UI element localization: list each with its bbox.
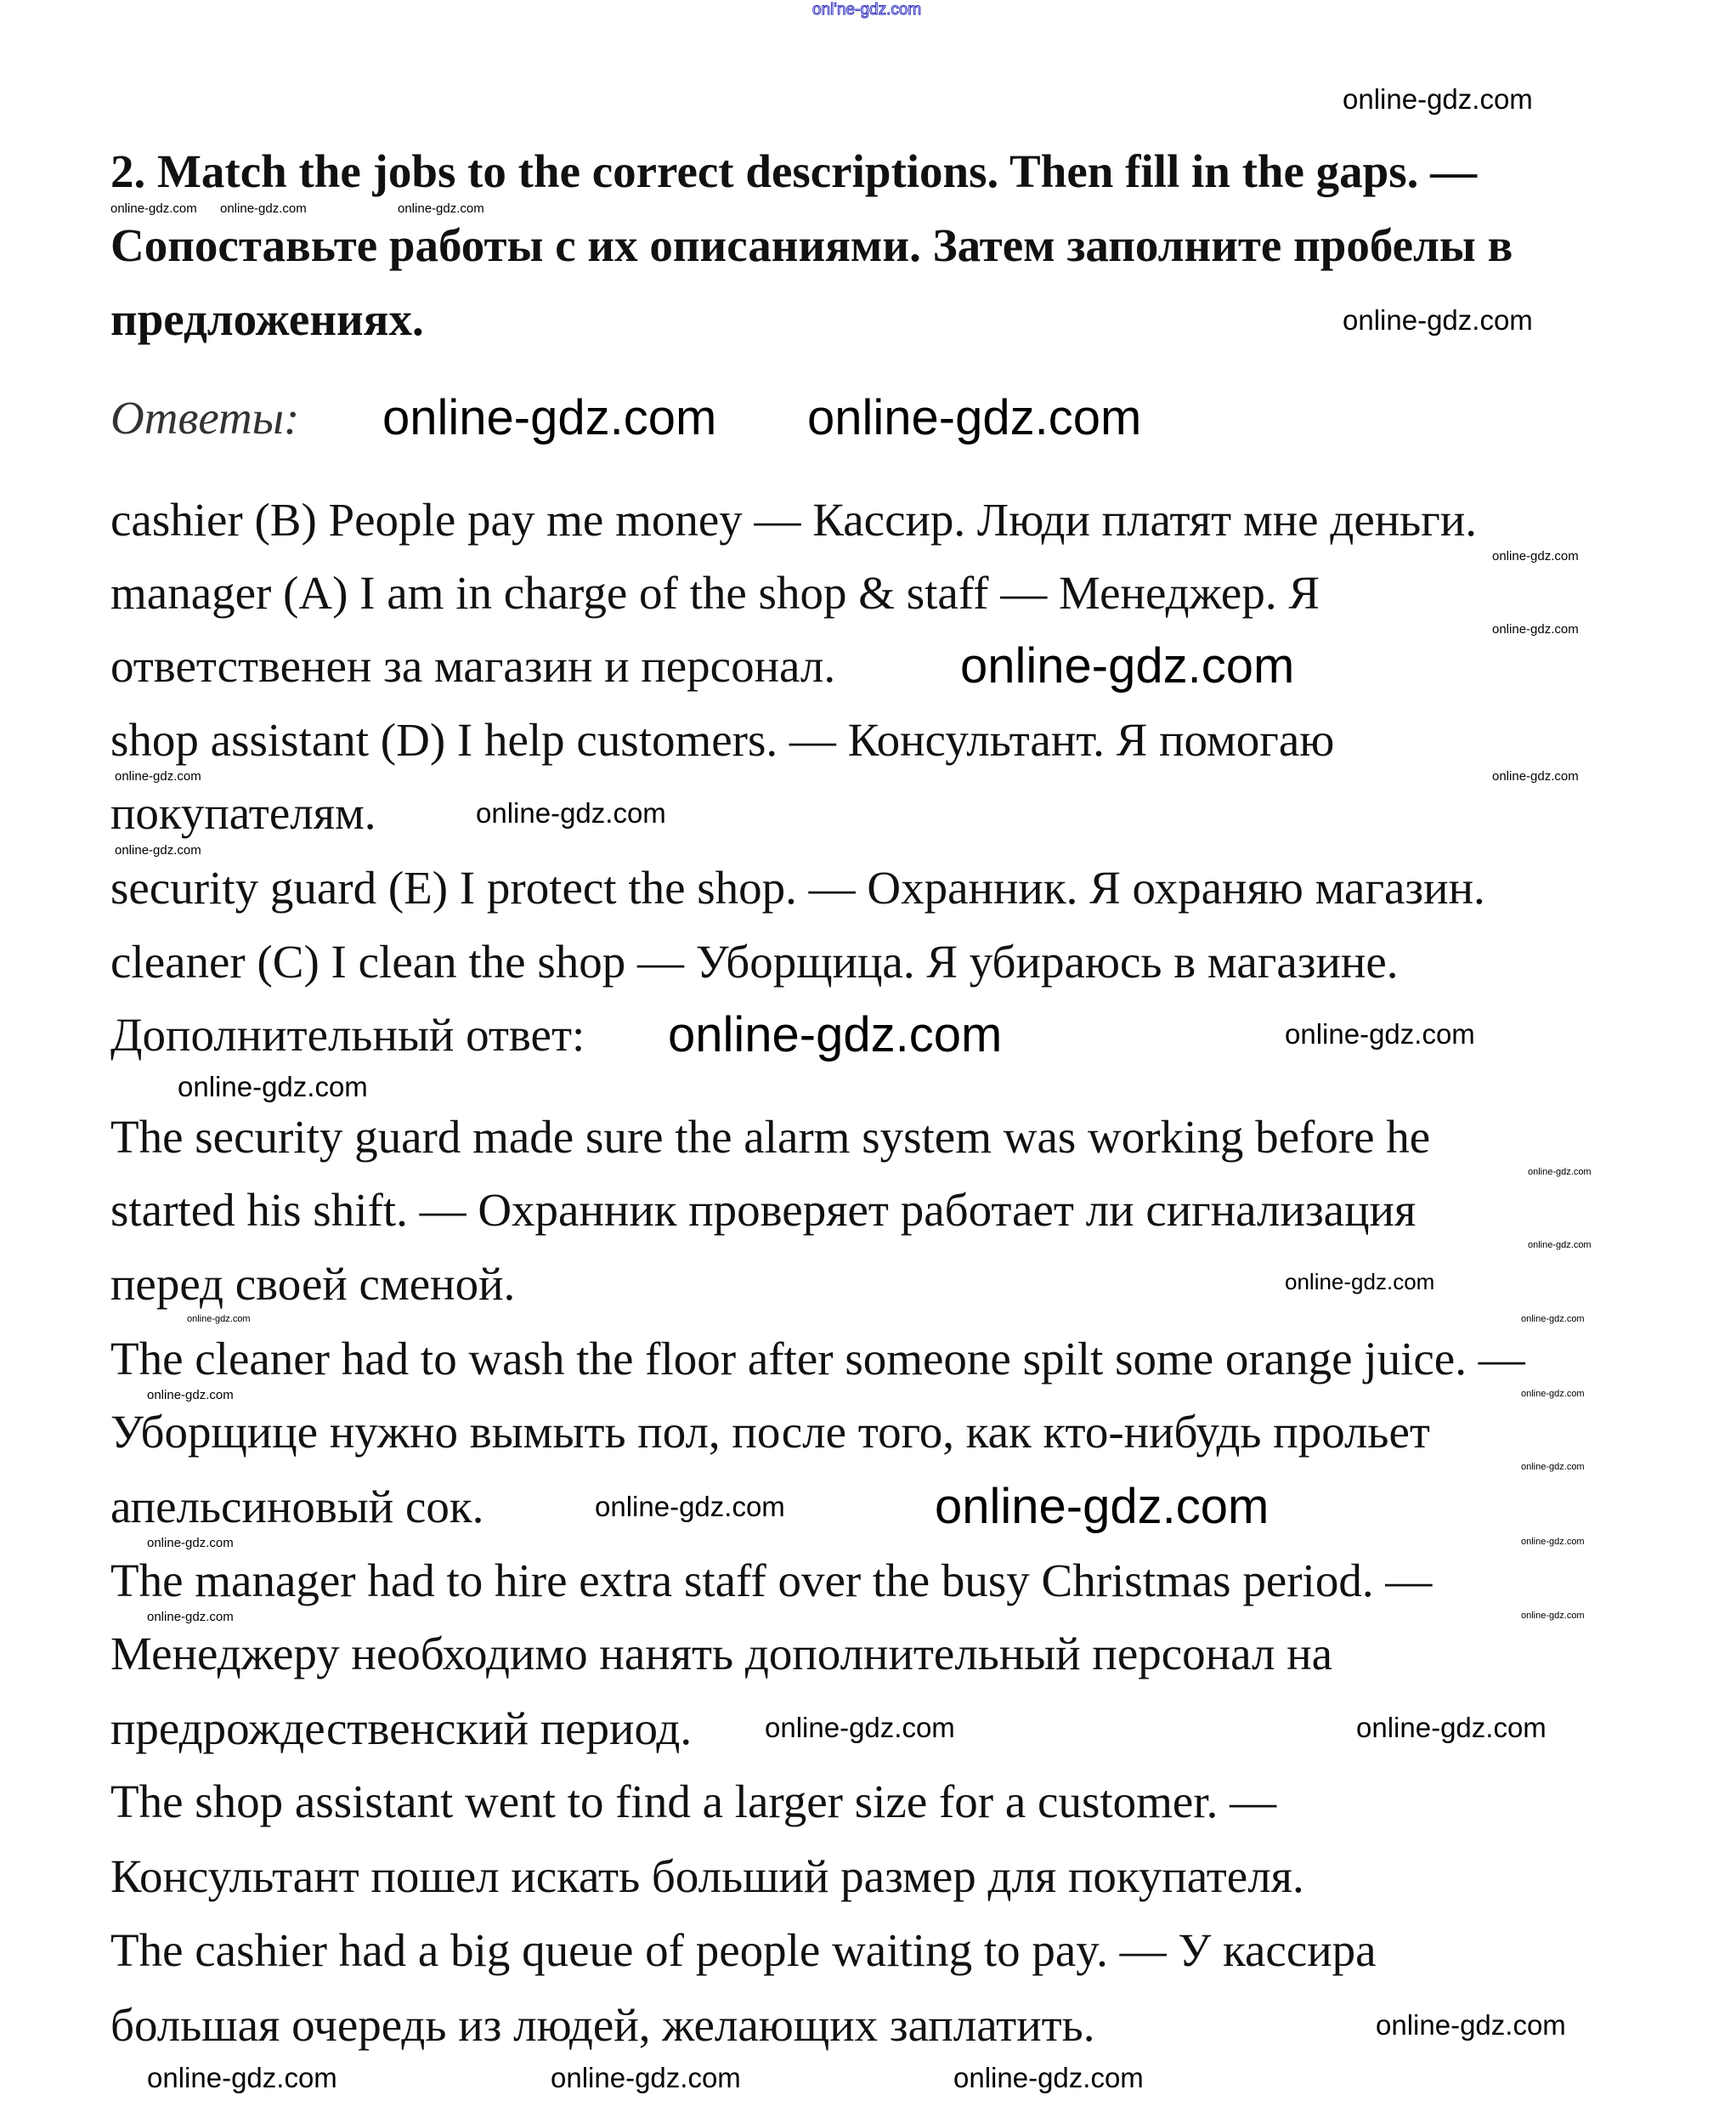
watermark: online-gdz.com: [115, 843, 201, 858]
answer-line: shop assistant (D) I help customers. — Консультант. Я помогаю: [110, 714, 1335, 766]
watermark: online-gdz.com: [220, 201, 307, 216]
watermark: online-gdz.com: [1521, 1611, 1585, 1621]
watermark: online-gdz.com: [187, 1314, 251, 1324]
answer-line: cashier (B) People pay me money — Кассир. Люди платят мне деньги.: [110, 494, 1477, 546]
watermark: online-gdz.com: [1343, 83, 1533, 115]
extra-line: The security guard made sure the alarm system was working before he: [110, 1111, 1431, 1163]
watermark: online-gdz.com: [476, 797, 666, 829]
extra-line: The shop assistant went to find a larger size for a customer. —: [110, 1775, 1277, 1827]
answers-label: Ответы:: [110, 392, 300, 444]
extra-label: Дополнительный ответ:: [110, 1009, 585, 1061]
watermark: online-gdz.com: [1521, 1389, 1585, 1399]
watermark: online-gdz.com: [1521, 1537, 1585, 1547]
watermark: online-gdz.com: [595, 1491, 785, 1522]
watermark: online-gdz.com: [1528, 1240, 1592, 1250]
extra-line: The cashier had a big queue of people waiting to pay. — У кассира: [110, 1924, 1377, 1976]
extra-line: started his shift. — Охранник проверяет работает ли сигнализация: [110, 1184, 1417, 1236]
watermark: online-gdz.com: [1343, 304, 1533, 336]
answer-line: покупателям.: [110, 787, 376, 839]
watermark: online-gdz.com: [1356, 1712, 1547, 1743]
watermark: online-gdz.com: [1492, 769, 1579, 784]
watermark: online-gdz.com: [147, 2062, 337, 2093]
extra-line: The manager had to hire extra staff over the busy Christmas period. —: [110, 1555, 1433, 1606]
watermark: online-gdz.com: [1492, 622, 1579, 637]
watermark: online-gdz.com: [668, 1007, 1003, 1062]
watermark: online-gdz.com: [1376, 2009, 1566, 2041]
task-title: предложениях.: [110, 293, 424, 345]
watermark: online-gdz.com: [110, 201, 197, 216]
extra-line: Консультант пошел искать больший размер для покупателя.: [110, 1850, 1304, 1902]
watermark: online-gdz.com: [935, 1479, 1269, 1534]
watermark: online-gdz.com: [1285, 1269, 1435, 1294]
extra-line: The cleaner had to wash the floor after someone spilt some orange juice. —: [110, 1333, 1525, 1385]
watermark: online-gdz.com: [1492, 549, 1579, 563]
answer-line: manager (A) I am in charge of the shop & staff — Менеджер. Я: [110, 567, 1320, 619]
task-title: 2. Match the jobs to the correct descriptions. Then fill in the gaps. —: [110, 145, 1478, 197]
extra-line: перед своей сменой.: [110, 1258, 516, 1310]
watermark: online-gdz.com: [398, 201, 484, 216]
extra-line: Менеджеру необходимо нанять дополнительный персонал на: [110, 1628, 1333, 1679]
watermark: online-gdz.com: [382, 390, 717, 445]
watermark: online-gdz.com: [147, 1536, 234, 1550]
extra-line: большая очередь из людей, желающих заплатить.: [110, 1999, 1095, 2051]
watermark: onl'ne-gdz.com: [812, 1, 922, 19]
watermark: online-gdz.com: [115, 769, 201, 784]
answer-line: ответственен за магазин и персонал.: [110, 640, 836, 692]
extra-line: апельсиновый сок.: [110, 1481, 484, 1532]
watermark: online-gdz.com: [807, 390, 1142, 445]
watermark: online-gdz.com: [953, 2062, 1144, 2093]
watermark: online-gdz.com: [1528, 1167, 1592, 1177]
watermark: online-gdz.com: [960, 638, 1295, 694]
watermark: online-gdz.com: [147, 1388, 234, 1402]
watermark: online-gdz.com: [1521, 1462, 1585, 1472]
watermark: online-gdz.com: [765, 1712, 955, 1743]
watermark: online-gdz.com: [147, 1610, 234, 1624]
extra-line: Уборщице нужно вымыть пол, после того, как кто-нибудь прольет: [110, 1406, 1430, 1458]
extra-line: предрождественский период.: [110, 1702, 693, 1754]
task-title: Сопоставьте работы с их описаниями. Затем заполните пробелы в: [110, 219, 1513, 271]
watermark: online-gdz.com: [1285, 1018, 1475, 1050]
watermark: online-gdz.com: [551, 2062, 741, 2093]
answer-line: cleaner (C) I clean the shop — Уборщица. Я убираюсь в магазине.: [110, 936, 1399, 988]
answer-line: security guard (E) I protect the shop. — Охранник. Я охраняю магазин.: [110, 862, 1485, 914]
watermark: online-gdz.com: [1521, 1314, 1585, 1324]
watermark: online-gdz.com: [178, 1071, 368, 1102]
